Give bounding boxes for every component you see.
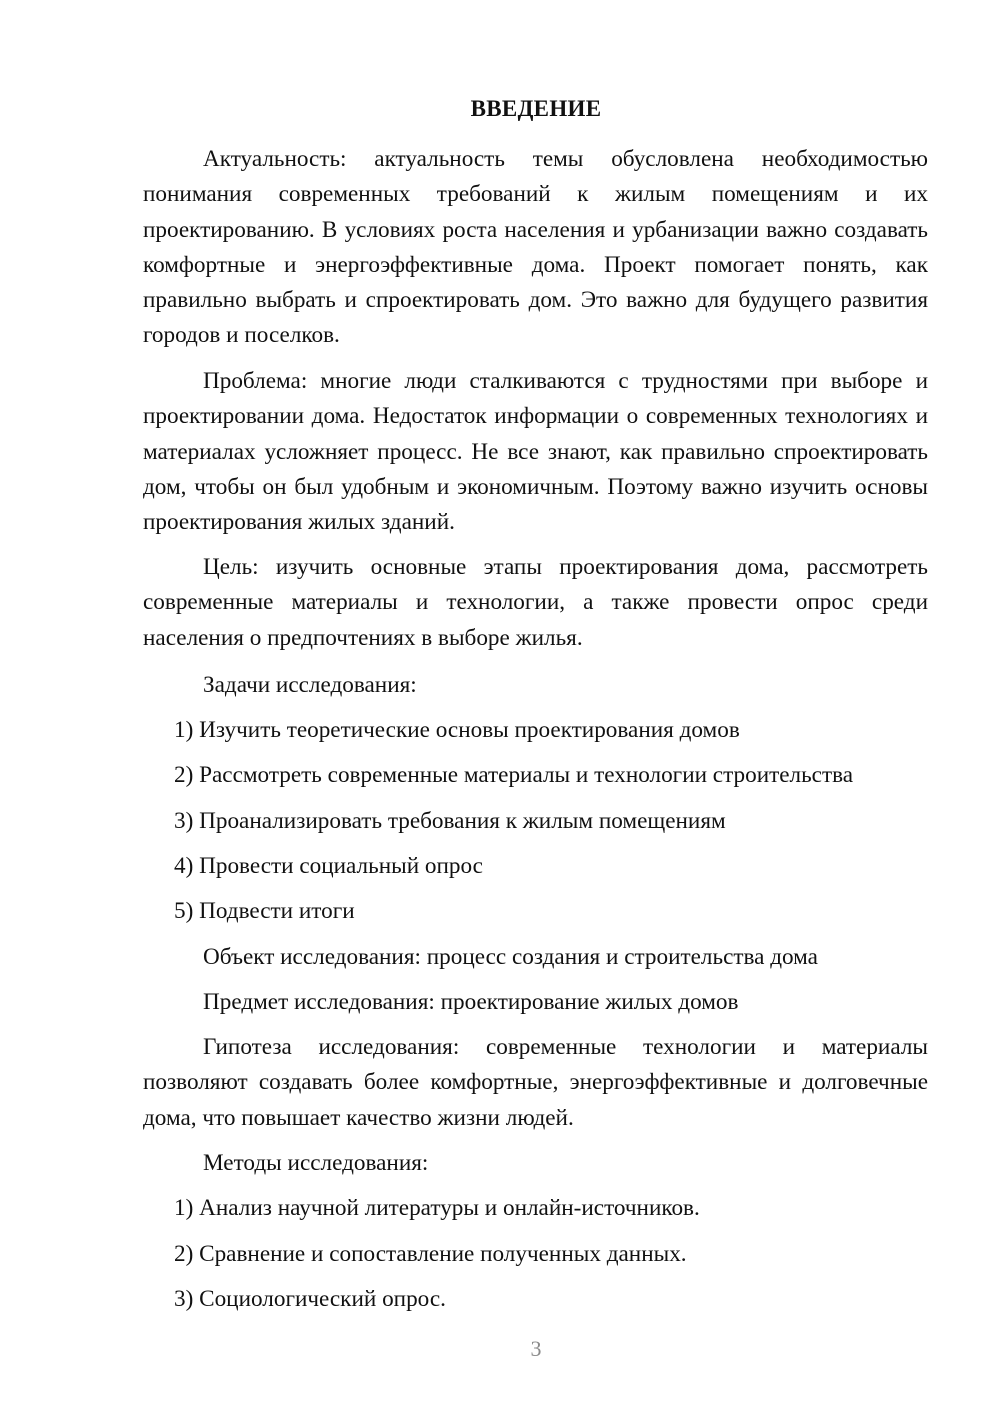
problem-paragraph: Проблема: многие люди сталкиваются с трудностями при выборе и проектировании дома. Недостаток информации о современных технологиях и материалах усложняет процесс. Не все знают, как правильно спроектировать дом, чтобы он был удобным и экономичным. Поэтому важно изучить основы проектирования жилых зданий.: [143, 368, 928, 536]
method-item: 2) Сравнение и сопоставление полученных данных.: [174, 1241, 687, 1267]
goal-paragraph: Цель: изучить основные этапы проектирования дома, рассмотреть современные материалы и технологии, а также провести опрос среди населения о предпочтениях в выборе жилья.: [143, 554, 928, 651]
page-title: ВВЕДЕНИЕ: [470, 96, 602, 121]
research-object: Объект исследования: процесс создания и строительства дома: [203, 944, 818, 970]
hypothesis-paragraph: Гипотеза исследования: современные технологии и материалы позволяют создавать более комфортные, энергоэффективные и долговечные дома, что повышает качество жизни людей.: [143, 1034, 928, 1131]
page-number: 3: [530, 1336, 542, 1361]
methods-heading: Методы исследования:: [203, 1150, 429, 1176]
task-item: 5) Подвести итоги: [174, 898, 355, 924]
task-item: 4) Провести социальный опрос: [174, 853, 483, 879]
task-item: 3) Проанализировать требования к жилым помещениям: [174, 808, 726, 834]
task-item: 1) Изучить теоретические основы проектирования домов: [174, 717, 740, 743]
tasks-heading: Задачи исследования:: [203, 672, 417, 698]
relevance-paragraph: Актуальность: актуальность темы обусловлена необходимостью понимания современных требований к жилым помещениям и их проектированию. В условиях роста населения и урбанизации важно создавать комфортные и энергоэффективные дома. Проект помогает понять, как правильно выбрать и спроектировать дом. Это важно для будущего развития городов и поселков.: [143, 146, 928, 349]
method-item: 3) Социологический опрос.: [174, 1286, 446, 1312]
task-item: 2) Рассмотреть современные материалы и технологии строительства: [174, 762, 854, 788]
method-item: 1) Анализ научной литературы и онлайн-источников.: [174, 1195, 700, 1221]
research-subject: Предмет исследования: проектирование жилых домов: [203, 989, 739, 1015]
